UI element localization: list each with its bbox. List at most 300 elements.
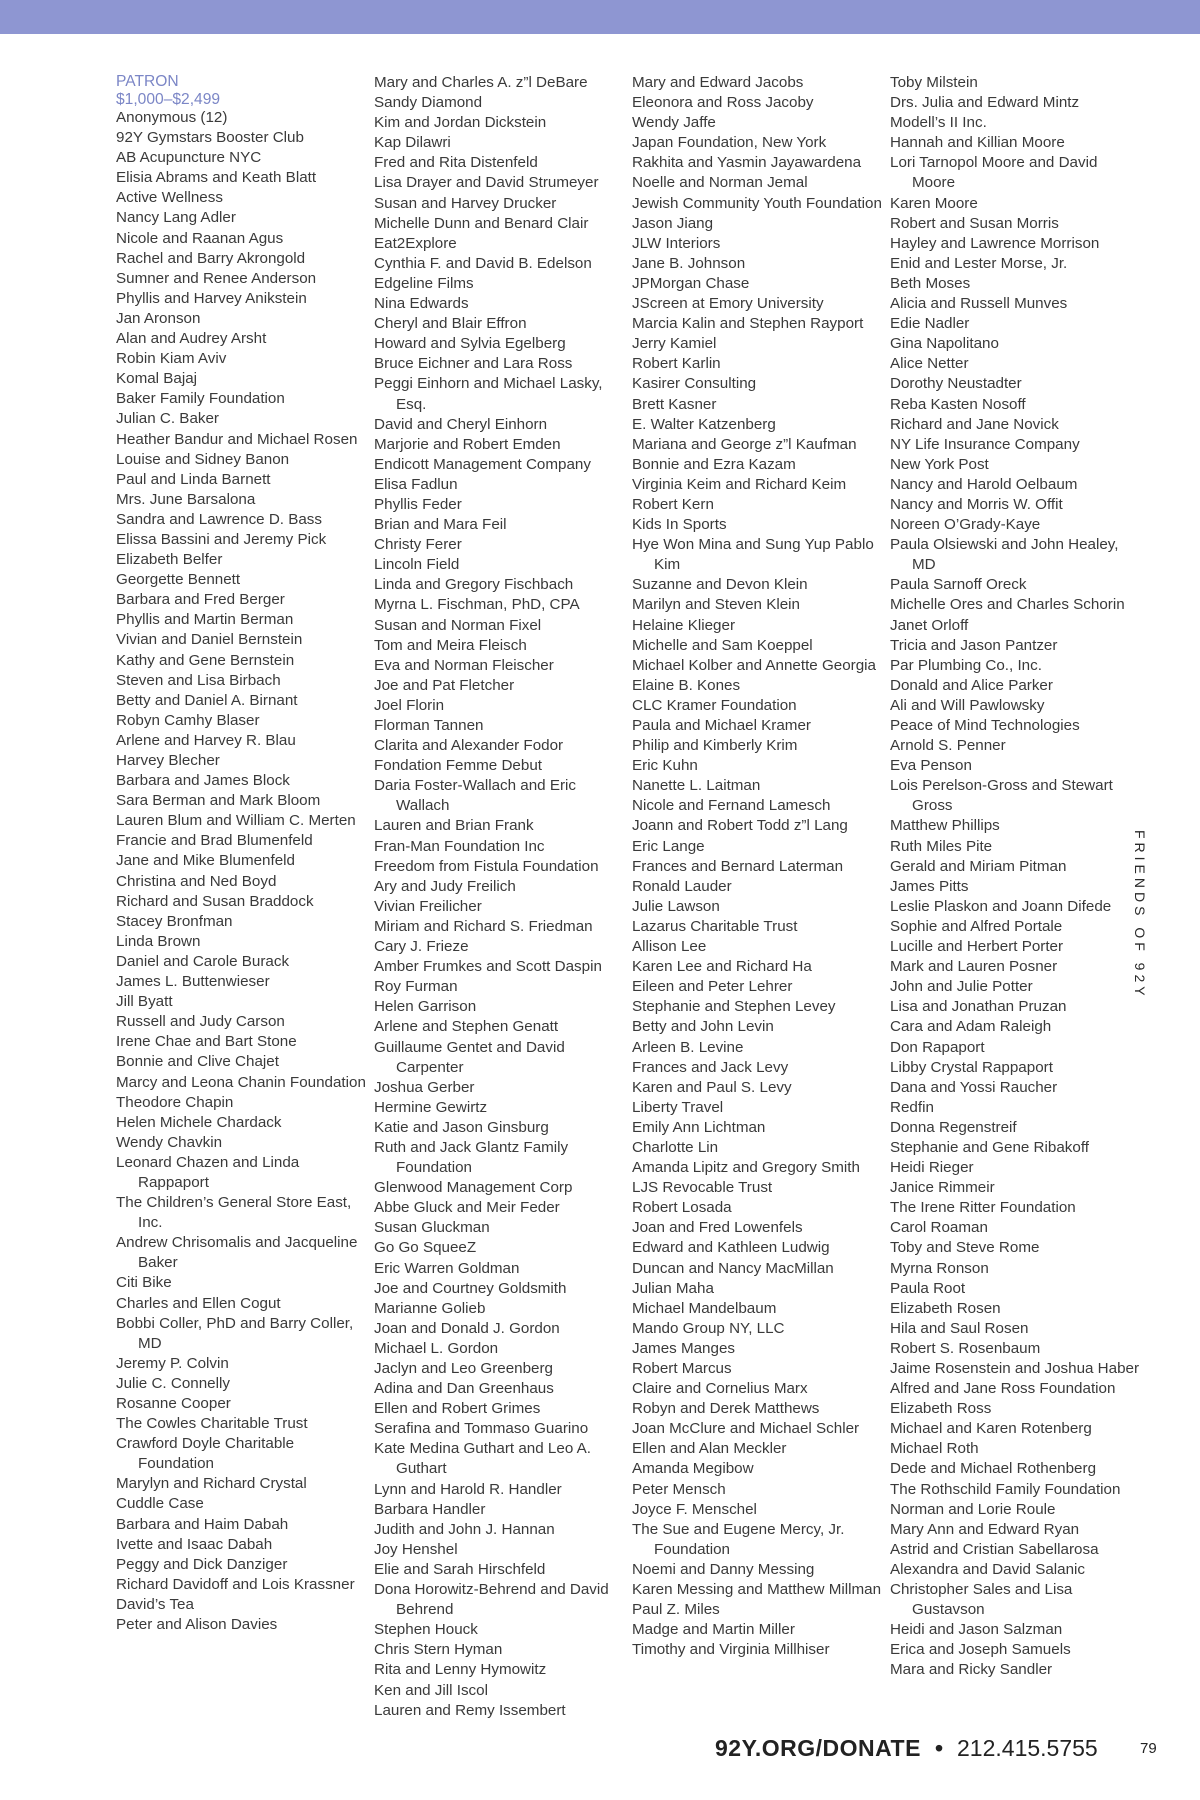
donor-name: Amber Frumkes and Scott Daspin bbox=[374, 958, 602, 976]
donor-name: Fred and Rita Distenfeld bbox=[374, 154, 538, 172]
donor-name: David’s Tea bbox=[116, 1595, 194, 1613]
donor-name: Glenwood Management Corp bbox=[374, 1179, 573, 1197]
donor-list-1 bbox=[116, 108, 366, 1635]
donor-name: Julian Maha bbox=[632, 1279, 714, 1297]
donor-name: Elizabeth Ross bbox=[890, 1400, 992, 1418]
donor-name: Nicole and Fernand Lamesch bbox=[632, 797, 831, 815]
donor-name: The Children’s General Store East, Inc. bbox=[116, 1194, 352, 1232]
donor-name: Francie and Brad Blumenfeld bbox=[116, 832, 313, 850]
donor-name: 92Y Gymstars Booster Club bbox=[116, 129, 304, 147]
donor-name: Nicole and Raanan Agus bbox=[116, 229, 284, 247]
donor-name: Brian and Mara Feil bbox=[374, 516, 507, 534]
donor-name: Joe and Courtney Goldsmith bbox=[374, 1279, 567, 1297]
donor-name: Phyllis and Harvey Anikstein bbox=[116, 289, 307, 307]
donor-name: Karen and Paul S. Levy bbox=[632, 1078, 792, 1096]
donor-name: Paul and Linda Barnett bbox=[116, 470, 271, 488]
donor-name: Serafina and Tommaso Guarino bbox=[374, 1420, 589, 1438]
donor-name: Allison Lee bbox=[632, 938, 707, 956]
donor-name: Anonymous (12) bbox=[116, 109, 228, 126]
donor-name: Lucille and Herbert Porter bbox=[890, 938, 1064, 956]
donor-name: Bonnie and Ezra Kazam bbox=[632, 455, 796, 473]
donor-name: Karen Moore bbox=[890, 194, 978, 212]
donor-name: Lincoln Field bbox=[374, 556, 460, 574]
donor-name: Rita and Lenny Hymowitz bbox=[374, 1661, 547, 1679]
top-color-bar bbox=[0, 0, 1200, 34]
donor-name: Astrid and Cristian Sabellarosa bbox=[890, 1540, 1099, 1558]
donor-name: Eric Lange bbox=[632, 837, 705, 855]
donor-name: Jason Jiang bbox=[632, 214, 714, 232]
donor-name: Lori Tarnopol Moore and David Moore bbox=[890, 154, 1098, 192]
donor-name: Fran-Man Foundation Inc bbox=[374, 837, 545, 855]
donor-name: Linda and Gregory Fischbach bbox=[374, 576, 574, 594]
donor-name: The Irene Ritter Foundation bbox=[890, 1199, 1076, 1217]
donor-name: Toby Milstein bbox=[890, 74, 978, 91]
donor-name: Heidi Rieger bbox=[890, 1159, 974, 1177]
donor-name: Noelle and Norman Jemal bbox=[632, 174, 808, 192]
donor-name: Harvey Blecher bbox=[116, 752, 220, 769]
donor-name: Dede and Michael Rothenberg bbox=[890, 1460, 1097, 1478]
donor-name: Clarita and Alexander Fodor bbox=[374, 737, 564, 755]
donor-name: Ruth and Jack Glantz Family Foundation bbox=[374, 1138, 569, 1177]
donor-name: Cara and Adam Raleigh bbox=[890, 1018, 1052, 1036]
donor-name: Citi Bike bbox=[116, 1274, 172, 1292]
donor-name: Edie Nadler bbox=[890, 315, 970, 333]
donor-name: Duncan and Nancy MacMillan bbox=[632, 1259, 834, 1277]
page-number: 79 bbox=[1140, 1740, 1157, 1757]
donor-name: Myrna Ronson bbox=[890, 1259, 989, 1277]
donor-name: Eric Kuhn bbox=[632, 757, 698, 775]
donor-name: Bobbi Coller, PhD and Barry Coller, MD bbox=[116, 1314, 354, 1352]
donor-name: Stephanie and Gene Ribakoff bbox=[890, 1138, 1089, 1156]
donor-name: Kap Dilawri bbox=[374, 134, 451, 152]
donor-name: Robert S. Rosenbaum bbox=[890, 1339, 1041, 1357]
footer bbox=[715, 1735, 1098, 1765]
donor-name: Susan and Harvey Drucker bbox=[374, 194, 557, 212]
donor-name: Stephanie and Stephen Levey bbox=[632, 998, 836, 1016]
donor-name: Libby Crystal Rappaport bbox=[890, 1058, 1053, 1076]
donor-column-4 bbox=[890, 73, 1140, 1681]
donor-name: Sandy Diamond bbox=[374, 94, 483, 112]
donor-name: Fondation Femme Debut bbox=[374, 757, 542, 775]
donor-name: Betty and Daniel A. Birnant bbox=[116, 691, 298, 709]
donor-name: Ellen and Alan Meckler bbox=[632, 1440, 787, 1458]
donor-name: Eric Warren Goldman bbox=[374, 1259, 520, 1277]
donor-name: CLC Kramer Foundation bbox=[632, 696, 797, 714]
donor-name: Joel Florin bbox=[374, 696, 445, 714]
donor-name: Nancy and Morris W. Offit bbox=[890, 495, 1063, 513]
donor-name: Julie Lawson bbox=[632, 897, 720, 915]
donor-name: Ali and Will Pawlowsky bbox=[890, 696, 1045, 714]
donor-name: Toby and Steve Rome bbox=[890, 1239, 1040, 1257]
section-range: $1,000–$2,499 bbox=[116, 90, 221, 108]
donor-name: Joann and Robert Todd z”l Lang bbox=[632, 817, 848, 835]
donor-name: Sandra and Lawrence D. Bass bbox=[116, 510, 322, 528]
donor-name: Alexandra and David Salanic bbox=[890, 1560, 1086, 1578]
donor-name: Peter and Alison Davies bbox=[116, 1616, 278, 1634]
donor-name: Marcia Kalin and Stephen Rayport bbox=[632, 315, 864, 333]
donor-name: Heidi and Jason Salzman bbox=[890, 1621, 1063, 1639]
donor-name: Rosanne Cooper bbox=[116, 1395, 231, 1412]
donor-name: Richard and Susan Braddock bbox=[116, 892, 314, 910]
donor-name: Irene Chae and Bart Stone bbox=[116, 1033, 297, 1051]
donor-list-2 bbox=[374, 73, 624, 1721]
donor-name: Lauren and Remy Issembert bbox=[374, 1701, 566, 1719]
donor-name: JPMorgan Chase bbox=[632, 274, 750, 292]
donor-name: Lazarus Charitable Trust bbox=[632, 917, 798, 935]
donor-name: Marjorie and Robert Emden bbox=[374, 435, 561, 453]
donor-name: Endicott Management Company bbox=[374, 455, 591, 473]
donor-name: Robert Losada bbox=[632, 1199, 732, 1217]
donor-name: New York Post bbox=[890, 455, 989, 473]
donor-name: Florman Tannen bbox=[374, 717, 484, 734]
donor-name: Active Wellness bbox=[116, 189, 223, 207]
donor-list-4 bbox=[890, 73, 1140, 1681]
donor-name: Phyllis and Martin Berman bbox=[116, 611, 294, 629]
donor-name: Susan Gluckman bbox=[374, 1219, 490, 1237]
donor-name: Frances and Jack Levy bbox=[632, 1058, 789, 1076]
donor-name: Lisa Drayer and David Strumeyer bbox=[374, 174, 599, 192]
donor-name: Phyllis Feder bbox=[374, 495, 462, 513]
donor-name: Alicia and Russell Munves bbox=[890, 295, 1068, 313]
donor-name: Mando Group NY, LLC bbox=[632, 1319, 785, 1337]
donor-name: Go Go SqueeZ bbox=[374, 1239, 477, 1257]
donor-name: Drs. Julia and Edward Mintz bbox=[890, 94, 1080, 112]
donor-name: Bonnie and Clive Chajet bbox=[116, 1053, 279, 1071]
donor-name: Dana and Yossi Raucher bbox=[890, 1078, 1058, 1096]
donor-name: Philip and Kimberly Krim bbox=[632, 737, 798, 755]
donor-name: Wendy Chavkin bbox=[116, 1133, 223, 1151]
donor-name: Hye Won Mina and Sung Yup Pablo Kim bbox=[632, 536, 874, 574]
donor-name: Karen Messing and Matthew Millman bbox=[632, 1581, 882, 1599]
donor-name: Lisa and Jonathan Pruzan bbox=[890, 998, 1067, 1016]
donor-name: James L. Buttenwieser bbox=[116, 973, 270, 991]
donor-name: Michael Mandelbaum bbox=[632, 1299, 777, 1317]
donor-name: Karen Lee and Richard Ha bbox=[632, 958, 812, 976]
donor-name: Hermine Gewirtz bbox=[374, 1098, 488, 1116]
donor-name: Mariana and George z”l Kaufman bbox=[632, 435, 857, 453]
donor-name: Ary and Judy Freilich bbox=[374, 877, 516, 895]
donor-name: Christina and Ned Boyd bbox=[116, 872, 277, 890]
donor-name: Cynthia F. and David B. Edelson bbox=[374, 254, 592, 272]
donor-name: Noreen O’Grady-Kaye bbox=[890, 516, 1041, 534]
donor-name: Kasirer Consulting bbox=[632, 375, 757, 393]
donor-name: Jeremy P. Colvin bbox=[116, 1354, 229, 1372]
donor-name: Peggy and Dick Danziger bbox=[116, 1555, 288, 1573]
donor-name: Lauren Blum and William C. Merten bbox=[116, 812, 356, 830]
donor-name: Mara and Ricky Sandler bbox=[890, 1661, 1053, 1679]
donor-name: Arleen B. Levine bbox=[632, 1038, 744, 1056]
donor-name: Michael Roth bbox=[890, 1440, 979, 1458]
donor-name: Peace of Mind Technologies bbox=[890, 717, 1080, 734]
donor-name: Abbe Gluck and Meir Feder bbox=[374, 1199, 560, 1217]
donor-name: Eat2Explore bbox=[374, 234, 457, 252]
donor-name: Bruce Eichner and Lara Ross bbox=[374, 355, 573, 373]
donor-name: Howard and Sylvia Egelberg bbox=[374, 335, 566, 353]
donor-name: Alice Netter bbox=[890, 355, 969, 373]
donor-name: Joan and Fred Lowenfels bbox=[632, 1219, 803, 1237]
donor-name: Japan Foundation, New York bbox=[632, 134, 827, 152]
donor-name: James Manges bbox=[632, 1339, 735, 1357]
donor-name: Paula Sarnoff Oreck bbox=[890, 576, 1027, 594]
donor-name: Eileen and Peter Lehrer bbox=[632, 978, 793, 996]
donor-name: Robert Kern bbox=[632, 495, 714, 513]
donor-name: Hannah and Killian Moore bbox=[890, 134, 1065, 152]
donor-name: Janice Rimmeir bbox=[890, 1179, 995, 1197]
donor-name: Peggi Einhorn and Michael Lasky, Esq. bbox=[374, 375, 603, 413]
donor-name: Lois Perelson-Gross and Stewart Gross bbox=[890, 777, 1113, 815]
donor-name: Amanda Lipitz and Gregory Smith bbox=[632, 1159, 860, 1177]
donor-name: John and Julie Potter bbox=[890, 978, 1033, 996]
donor-name: Jan Aronson bbox=[116, 309, 201, 327]
donor-list-3 bbox=[632, 73, 882, 1660]
donor-name: Dona Horowitz-Behrend and David Behrend bbox=[374, 1581, 609, 1619]
donor-name: Helaine Klieger bbox=[632, 616, 735, 634]
donor-name: Daria Foster-Wallach and Eric Wallach bbox=[374, 777, 576, 815]
donor-name: Redfin bbox=[890, 1098, 934, 1116]
donor-name: Paula Root bbox=[890, 1279, 966, 1297]
donor-name: Robin Kiam Aviv bbox=[116, 350, 227, 368]
donor-name: David and Cheryl Einhorn bbox=[374, 415, 548, 433]
donor-name: Michelle Ores and Charles Schorin bbox=[890, 596, 1125, 614]
donor-name: Wendy Jaffe bbox=[632, 114, 716, 132]
donor-name: Amanda Megibow bbox=[632, 1460, 754, 1478]
donor-name: Julie C. Connelly bbox=[116, 1374, 230, 1392]
donor-name: Daniel and Carole Burack bbox=[116, 952, 290, 970]
donor-name: Cuddle Case bbox=[116, 1495, 204, 1513]
donor-name: Sara Berman and Mark Bloom bbox=[116, 792, 321, 810]
donor-name: Norman and Lorie Roule bbox=[890, 1500, 1056, 1518]
donor-name: JLW Interiors bbox=[632, 234, 721, 252]
donor-name: Timothy and Virginia Millhiser bbox=[632, 1641, 830, 1659]
donor-name: Joan McClure and Michael Schler bbox=[632, 1420, 860, 1438]
donor-name: Richard Davidoff and Lois Krassner bbox=[116, 1575, 355, 1593]
donor-name: AB Acupuncture NYC bbox=[116, 149, 262, 167]
donor-name: Mary and Edward Jacobs bbox=[632, 74, 804, 91]
donor-name: Chris Stern Hyman bbox=[374, 1641, 503, 1659]
donor-name: Suzanne and Devon Klein bbox=[632, 576, 808, 594]
donor-name: Arlene and Stephen Genatt bbox=[374, 1018, 559, 1036]
donor-name: Dorothy Neustadter bbox=[890, 375, 1022, 393]
donor-name: Alan and Audrey Arsht bbox=[116, 330, 267, 348]
donor-name: Madge and Martin Miller bbox=[632, 1621, 795, 1639]
donor-name: Ellen and Robert Grimes bbox=[374, 1400, 541, 1418]
donor-name: Kathy and Gene Bernstein bbox=[116, 651, 295, 669]
donor-name: Edgeline Films bbox=[374, 274, 474, 292]
donor-name: Noemi and Danny Messing bbox=[632, 1560, 815, 1578]
donor-name: Komal Bajaj bbox=[116, 370, 198, 388]
donor-name: Michael Kolber and Annette Georgia bbox=[632, 656, 877, 674]
donor-name: Nanette L. Laitman bbox=[632, 777, 761, 795]
donor-name: Matthew Phillips bbox=[890, 817, 1000, 835]
donor-name: Steven and Lisa Birbach bbox=[116, 671, 281, 689]
donor-name: Barbara Handler bbox=[374, 1500, 486, 1518]
phone-number: 212.415.5755 bbox=[957, 1735, 1098, 1761]
donor-name: LJS Revocable Trust bbox=[632, 1179, 773, 1197]
donor-name: Emily Ann Lichtman bbox=[632, 1118, 766, 1136]
donor-name: Crawford Doyle Charitable Foundation bbox=[116, 1435, 295, 1473]
donor-column-1 bbox=[116, 73, 366, 1635]
donor-name: Jerry Kamiel bbox=[632, 335, 717, 353]
donor-name: Leslie Plaskon and Joann Difede bbox=[890, 897, 1112, 915]
donor-name: Betty and John Levin bbox=[632, 1018, 774, 1036]
donor-name: Lynn and Harold R. Handler bbox=[374, 1480, 562, 1498]
donor-name: Gerald and Miriam Pitman bbox=[890, 857, 1067, 875]
donor-name: Lauren and Brian Frank bbox=[374, 817, 534, 835]
donor-name: Joshua Gerber bbox=[374, 1078, 475, 1096]
donor-name: JScreen at Emory University bbox=[632, 295, 824, 313]
donor-name: Donna Regenstreif bbox=[890, 1118, 1017, 1136]
donor-name: Jaime Rosenstein and Joshua Haber bbox=[890, 1360, 1140, 1377]
donor-name: Barbara and Haim Dabah bbox=[116, 1515, 289, 1533]
donor-name: Kim and Jordan Dickstein bbox=[374, 114, 547, 132]
donor-name: Kate Medina Guthart and Leo A. Guthart bbox=[374, 1440, 591, 1478]
donor-name: Marianne Golieb bbox=[374, 1299, 486, 1317]
donor-name: Enid and Lester Morse, Jr. bbox=[890, 254, 1068, 272]
donor-name: Elisa Fadlun bbox=[374, 475, 458, 493]
donor-name: Alfred and Jane Ross Foundation bbox=[890, 1380, 1116, 1398]
donor-name: Mark and Lauren Posner bbox=[890, 958, 1058, 976]
section-title: PATRON bbox=[116, 73, 179, 90]
donor-name: Myrna L. Fischman, PhD, CPA bbox=[374, 596, 580, 614]
donor-name: Erica and Joseph Samuels bbox=[890, 1641, 1071, 1659]
donor-name: Michelle and Sam Koeppel bbox=[632, 636, 813, 654]
donor-name: Donald and Alice Parker bbox=[890, 676, 1053, 694]
donor-name: Gina Napolitano bbox=[890, 335, 999, 353]
donor-name: Jill Byatt bbox=[116, 993, 173, 1011]
donor-name: Vivian and Daniel Bernstein bbox=[116, 631, 303, 649]
donor-name: Theodore Chapin bbox=[116, 1093, 234, 1111]
donor-name: Jewish Community Youth Foundation bbox=[632, 194, 882, 212]
donor-name: Joan and Donald J. Gordon bbox=[374, 1319, 560, 1337]
donor-column-3 bbox=[632, 73, 882, 1660]
donor-name: Paula Olsiewski and John Healey, MD bbox=[890, 536, 1119, 574]
donor-name: Georgette Bennett bbox=[116, 571, 241, 589]
donor-name: Barbara and James Block bbox=[116, 772, 290, 790]
donor-name: Janet Orloff bbox=[890, 616, 969, 634]
donor-name: Linda Brown bbox=[116, 932, 201, 950]
donor-name: Arnold S. Penner bbox=[890, 737, 1006, 755]
donor-name: Michael and Karen Rotenberg bbox=[890, 1420, 1092, 1438]
donor-name: The Rothschild Family Foundation bbox=[890, 1480, 1121, 1498]
donor-name: Vivian Freilicher bbox=[374, 897, 482, 915]
donor-name: Liberty Travel bbox=[632, 1098, 724, 1116]
donor-name: Miriam and Richard S. Friedman bbox=[374, 917, 593, 935]
donor-name: Robert Marcus bbox=[632, 1360, 732, 1377]
donor-name: Adina and Dan Greenhaus bbox=[374, 1380, 554, 1398]
footer-bullet: • bbox=[934, 1735, 944, 1761]
donor-name: Ivette and Isaac Dabah bbox=[116, 1535, 273, 1553]
donor-name: Frances and Bernard Laterman bbox=[632, 857, 844, 875]
donor-name: Tom and Meira Fleisch bbox=[374, 636, 527, 654]
donor-name: Leonard Chazen and Linda Rappaport bbox=[116, 1153, 300, 1191]
donor-name: Robert Karlin bbox=[632, 355, 721, 373]
donor-name: Guillaume Gentet and David Carpenter bbox=[374, 1038, 565, 1076]
donor-name: Marylyn and Richard Crystal bbox=[116, 1475, 307, 1493]
donor-name: Par Plumbing Co., Inc. bbox=[890, 656, 1042, 674]
donor-name: Baker Family Foundation bbox=[116, 390, 285, 408]
donor-name: Mrs. June Barsalona bbox=[116, 490, 256, 508]
donor-name: Nina Edwards bbox=[374, 295, 469, 313]
donor-name: Heather Bandur and Michael Rosen bbox=[116, 430, 358, 448]
donor-name: Christopher Sales and Lisa Gustavson bbox=[890, 1581, 1073, 1619]
donor-name: Elaine B. Kones bbox=[632, 676, 741, 694]
donor-name: Ken and Jill Iscol bbox=[374, 1681, 488, 1699]
donor-name: Charlotte Lin bbox=[632, 1138, 719, 1156]
donor-name: Katie and Jason Ginsburg bbox=[374, 1118, 549, 1136]
donor-name: Elie and Sarah Hirschfeld bbox=[374, 1560, 546, 1578]
donor-name: Christy Ferer bbox=[374, 536, 462, 554]
donor-name: Arlene and Harvey R. Blau bbox=[116, 731, 296, 749]
donor-name: Julian C. Baker bbox=[116, 410, 219, 428]
donor-name: E. Walter Katzenberg bbox=[632, 415, 776, 433]
donor-name: Ruth Miles Pite bbox=[890, 837, 993, 855]
donor-name: Paula and Michael Kramer bbox=[632, 717, 811, 734]
donor-name: Jaclyn and Leo Greenberg bbox=[374, 1360, 553, 1377]
donor-name: Hayley and Lawrence Morrison bbox=[890, 234, 1100, 252]
donor-name: Elizabeth Rosen bbox=[890, 1299, 1001, 1317]
donor-name: NY Life Insurance Company bbox=[890, 435, 1080, 453]
donor-name: Virginia Keim and Richard Keim bbox=[632, 475, 847, 493]
donor-name: Michelle Dunn and Benard Clair bbox=[374, 214, 589, 232]
donor-name: Rachel and Barry Akrongold bbox=[116, 249, 306, 267]
donor-name: Roy Furman bbox=[374, 978, 458, 996]
donor-name: Brett Kasner bbox=[632, 395, 717, 413]
donate-link[interactable]: 92Y.ORG/DONATE bbox=[715, 1735, 921, 1761]
donor-name: Charles and Ellen Cogut bbox=[116, 1294, 281, 1312]
donor-name: Sophie and Alfred Portale bbox=[890, 917, 1063, 935]
donor-name: Marcy and Leona Chanin Foundation bbox=[116, 1073, 366, 1091]
donor-name: Reba Kasten Nosoff bbox=[890, 395, 1026, 413]
donor-name: Beth Moses bbox=[890, 274, 971, 292]
donor-name: Carol Roaman bbox=[890, 1219, 988, 1237]
donor-name: Nancy Lang Adler bbox=[116, 209, 236, 227]
donor-name: Stacey Bronfman bbox=[116, 912, 233, 930]
donor-name: Cary J. Frieze bbox=[374, 938, 469, 956]
donor-name: Claire and Cornelius Marx bbox=[632, 1380, 808, 1398]
donor-name: Freedom from Fistula Foundation bbox=[374, 857, 599, 875]
donor-name: Ronald Lauder bbox=[632, 877, 732, 895]
donor-name: Robyn and Derek Matthews bbox=[632, 1400, 820, 1418]
donor-name: Elizabeth Belfer bbox=[116, 551, 223, 569]
donor-name: Hila and Saul Rosen bbox=[890, 1319, 1029, 1337]
donor-name: The Sue and Eugene Mercy, Jr. Foundation bbox=[632, 1520, 845, 1558]
donor-name: James Pitts bbox=[890, 877, 969, 895]
donor-name: Michael L. Gordon bbox=[374, 1339, 499, 1357]
donor-name: Robert and Susan Morris bbox=[890, 214, 1059, 232]
donor-name: Joe and Pat Fletcher bbox=[374, 676, 515, 694]
donor-name: Stephen Houck bbox=[374, 1621, 478, 1639]
donor-name: Helen Garrison bbox=[374, 998, 477, 1016]
donor-name: Robyn Camhy Blaser bbox=[116, 711, 260, 729]
donor-name: Barbara and Fred Berger bbox=[116, 591, 285, 609]
donor-name: Cheryl and Blair Effron bbox=[374, 315, 527, 333]
donor-name: Andrew Chrisomalis and Jacqueline Baker bbox=[116, 1234, 358, 1272]
donor-name: Joy Henshel bbox=[374, 1540, 458, 1558]
donor-name: Peter Mensch bbox=[632, 1480, 726, 1498]
donor-name: Tricia and Jason Pantzer bbox=[890, 636, 1058, 654]
donor-column-2 bbox=[374, 73, 624, 1721]
donor-name: Louise and Sidney Banon bbox=[116, 450, 290, 468]
donor-name: Mary Ann and Edward Ryan bbox=[890, 1520, 1080, 1538]
donor-name: The Cowles Charitable Trust bbox=[116, 1415, 308, 1433]
donor-name: Modell’s II Inc. bbox=[890, 114, 987, 132]
donor-name: Judith and John J. Hannan bbox=[374, 1520, 555, 1538]
donor-name: Marilyn and Steven Klein bbox=[632, 596, 800, 614]
donor-name: Susan and Norman Fixel bbox=[374, 616, 542, 634]
donor-name: Sumner and Renee Anderson bbox=[116, 269, 317, 287]
donor-name: Nancy and Harold Oelbaum bbox=[890, 475, 1078, 493]
donor-name: Helen Michele Chardack bbox=[116, 1113, 282, 1131]
